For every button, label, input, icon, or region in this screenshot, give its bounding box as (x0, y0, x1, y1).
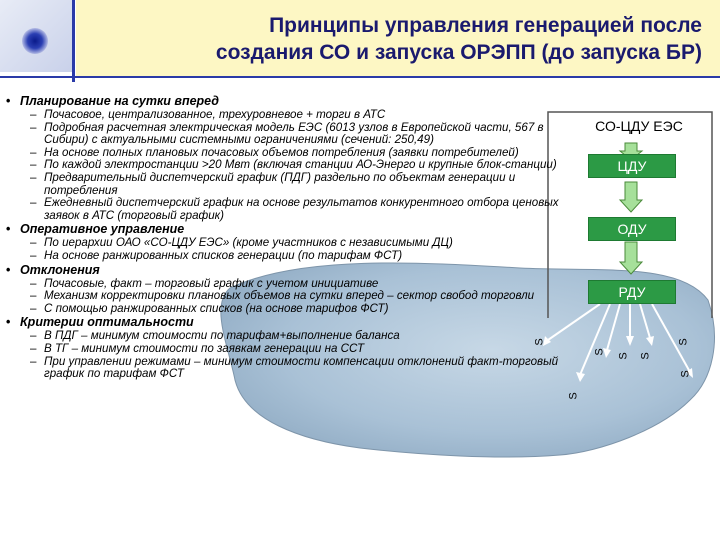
list-item: – С помощью ранжированных списков (на основе тарифов ФСТ) (6, 303, 566, 316)
list-item: – Подробная расчетная электрическая модель ЕЭС (6013 узлов в Европейской части, 567 в Сибири) с актуальными системными ограничениями (сечений: 250,49) (6, 122, 566, 147)
list-item: – На основе полных плановых почасовых объемов потребления (заявки потребителей) (6, 147, 566, 160)
section-heading: • Отклонения (6, 263, 566, 277)
page-title-line2: создания СО и запуска ОРЭПП (до запуска БР) (215, 41, 702, 64)
section-deviations (6, 263, 566, 316)
list-item: – На основе ранжированных списков генерации (по тарифам ФСТ) (6, 250, 566, 263)
section-criteria (6, 315, 566, 380)
cdu-box: ЦДУ (588, 154, 676, 178)
list-item: – При управлении режимами – минимум стоимости компенсации отклонений факт-торговый график по тарифам ФСТ (6, 356, 566, 381)
list-item: – Предварительный диспетчерский график (ПДГ) раздельно по объектам генерации и потребления (6, 172, 566, 197)
principles-list (6, 94, 566, 381)
station-label: S (593, 348, 606, 356)
section-heading: • Оперативное управление (6, 222, 566, 236)
section-heading: • Критерии оптимальности (6, 315, 566, 329)
list-item: – Ежедневный диспетчерский график на основе результатов конкурентного отбора ценовых заявок в АТС (торговый график) (6, 197, 566, 222)
station-label: S (679, 370, 692, 378)
list-item: – В ПДГ – минимум стоимости по тарифам+выполнение баланса (6, 330, 566, 343)
list-item: – Почасовое, централизованное, трехуровневое + торги в АТС (6, 109, 566, 122)
odu-box: ОДУ (588, 217, 676, 241)
page-title-line1: Принципы управления генерацией после (269, 14, 702, 37)
station-label: S (639, 352, 652, 360)
list-item: – Почасовые, факт – торговый график с учетом инициативе (6, 278, 566, 291)
section-operational (6, 222, 566, 262)
list-item: – Механизм корректировки плановых объемов на сутки вперед – сектор свобод торговли (6, 290, 566, 303)
list-item: – По каждой электростанции >20 Мвт (включая станции АО-Энерго и крупные блок-станции) (6, 159, 566, 172)
hierarchy-arrow (620, 182, 642, 212)
station-label: S (617, 352, 630, 360)
so-cdu-label: СО-ЦДУ ЕЭС (595, 118, 683, 134)
hierarchy-arrow (620, 242, 642, 274)
rdu-box: РДУ (588, 280, 676, 304)
list-item: – В ТГ – минимум стоимости по заявкам генерации на ССТ (6, 343, 566, 356)
section-planning (6, 94, 566, 222)
list-item: – По иерархии ОАО «СО-ЦДУ ЕЭС» (кроме участников с независимыми ДЦ) (6, 237, 566, 250)
section-heading: • Планирование на сутки вперед (6, 94, 566, 108)
station-label: S (677, 338, 690, 346)
station-label: S (533, 338, 546, 346)
station-label: S (567, 392, 580, 400)
